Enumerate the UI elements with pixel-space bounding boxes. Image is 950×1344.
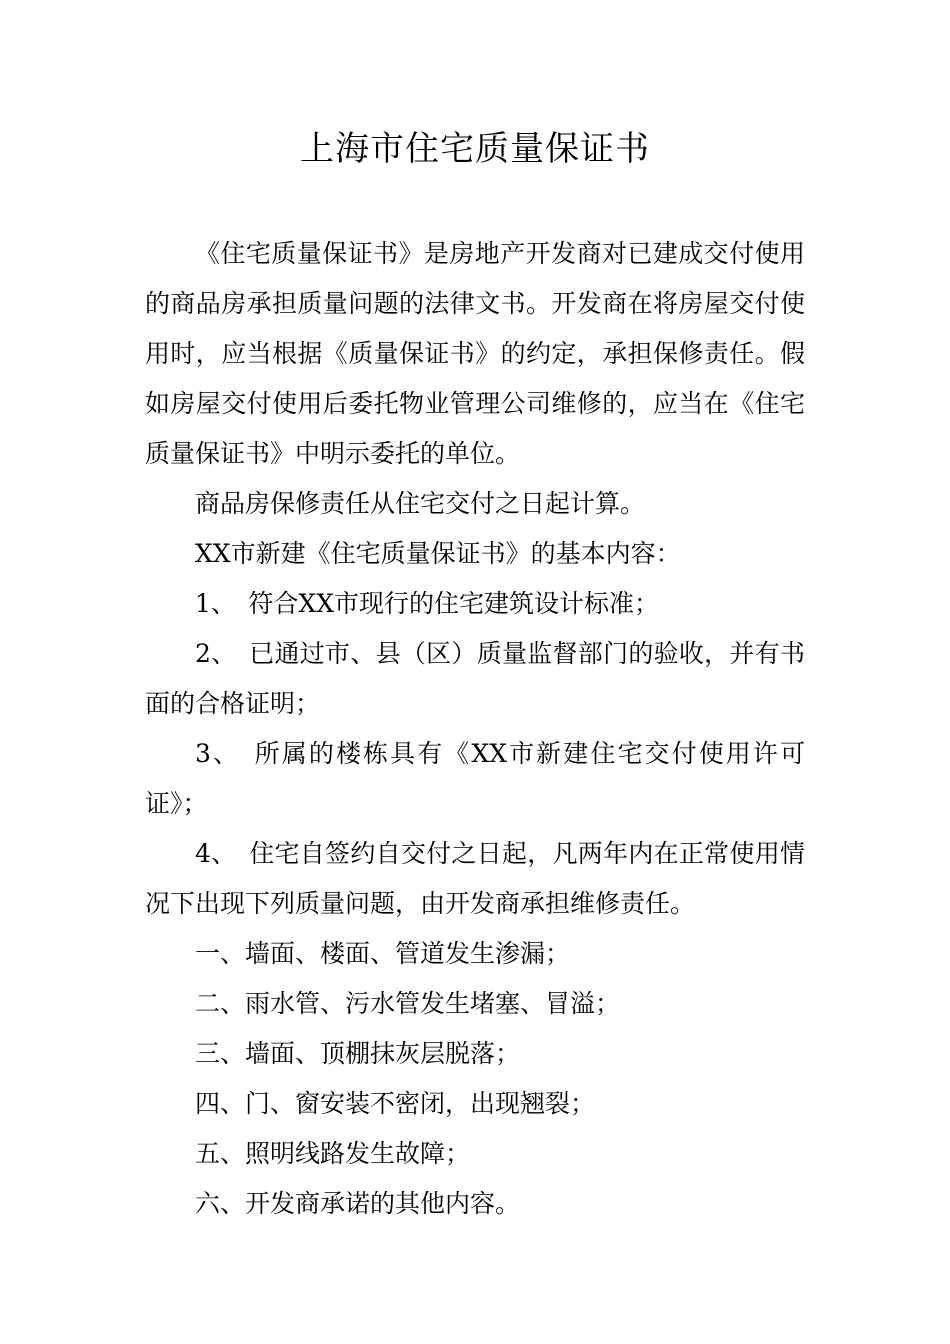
issue-item-1: 一、墙面、楼面、管道发生渗漏； — [195, 939, 571, 968]
paragraph-intro: 《住宅质量保证书》是房地产开发商对已建成交付使用的商品房承担质量问题的法律文书。开发商在将房屋交付使用时，应当根据《质量保证书》的约定，承担保修责任。假如房屋交付使用后委托物业管理公司维修的，应当在《住宅质量保证书》中明示委托的单位。 — [145, 239, 805, 468]
list-item-1: 1、 符合XX市现行的住宅建筑设计标准； — [195, 589, 660, 618]
list-item-2: 2、 已通过市、县（区）质量监督部门的验收，并有书面的合格证明； — [145, 639, 805, 718]
issue-item-2: 二、雨水管、污水管发生堵塞、冒溢； — [195, 989, 621, 1018]
document-title: 上海市住宅质量保证书 — [300, 129, 650, 169]
list-item-3: 3、 所属的楼栋具有《XX市新建住宅交付使用许可证》； — [145, 739, 805, 818]
issue-item-3: 三、墙面、顶棚抹灰层脱落； — [195, 1039, 521, 1068]
issue-item-4: 四、门、窗安装不密闭，出现翘裂； — [195, 1089, 596, 1118]
list-item-4: 4、 住宅自签约自交付之日起，凡两年内在正常使用情况下出现下列质量问题，由开发商承担维修责任。 — [145, 839, 805, 918]
paragraph-warranty-start: 商品房保修责任从住宅交付之日起计算。 — [195, 489, 646, 518]
document-body — [145, 229, 805, 1229]
paragraph-contents-heading: XX市新建《住宅质量保证书》的基本内容： — [195, 539, 681, 568]
issue-item-5: 五、照明线路发生故障； — [195, 1139, 471, 1168]
issue-item-6: 六、开发商承诺的其他内容。 — [195, 1189, 521, 1218]
